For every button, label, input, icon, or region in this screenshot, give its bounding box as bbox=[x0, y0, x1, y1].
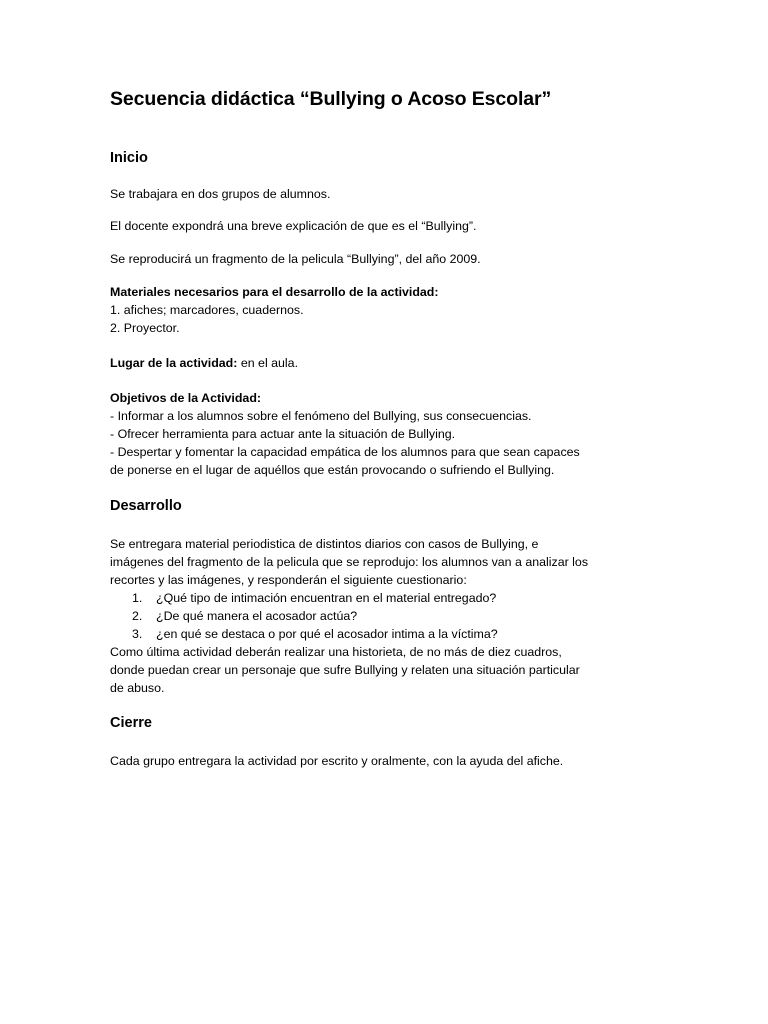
lugar-line bbox=[110, 354, 298, 372]
inicio-paragraph-3: Se reproducirá un fragmento de la pelicula “Bullying”, del año 2009. bbox=[110, 252, 481, 266]
question-item: 2. ¿De qué manera el acosador actúa? bbox=[132, 609, 358, 623]
objetivo-item: - Informar a los alumnos sobre el fenómeno del Bullying, sus consecuencias. bbox=[110, 409, 532, 423]
materiales-item: 2. Proyector. bbox=[110, 321, 180, 335]
inicio-paragraph-2: El docente expondrá una breve explicación de que es el “Bullying”. bbox=[110, 219, 477, 233]
inicio-paragraph-1: Se trabajara en dos grupos de alumnos. bbox=[110, 187, 331, 201]
desarrollo-intro-line: Se entregara material periodistica de distintos diarios con casos de Bullying, e bbox=[110, 537, 539, 551]
lugar-value: en el aula. bbox=[237, 356, 299, 370]
materiales-item: 1. afiches; marcadores, cuadernos. bbox=[110, 303, 304, 317]
objetivo-item: de ponerse en el lugar de aquéllos que están provocando o sufriendo el Bullying. bbox=[110, 463, 555, 477]
heading-cierre: Cierre bbox=[110, 715, 152, 731]
question-item: 3. ¿en qué se destaca o por qué el acosador intima a la víctima? bbox=[132, 627, 498, 641]
questionnaire-list bbox=[132, 589, 498, 643]
document-title: Secuencia didáctica “Bullying o Acoso Escolar” bbox=[110, 88, 552, 110]
lugar-label: Lugar de la actividad: bbox=[110, 356, 238, 370]
desarrollo-intro-line: imágenes del fragmento de la pelicula que se reprodujo: los alumnos van a analizar los bbox=[110, 555, 589, 569]
materiales-label: Materiales necesarios para el desarrollo de la actividad: bbox=[110, 285, 439, 299]
desarrollo-closing-line: de abuso. bbox=[110, 681, 165, 695]
cierre-paragraph-1: Cada grupo entregara la actividad por escrito y oralmente, con la ayuda del afiche. bbox=[110, 754, 564, 768]
desarrollo-intro-line: recortes y las imágenes, y responderán el siguiente cuestionario: bbox=[110, 573, 467, 587]
desarrollo-closing-line: donde puedan crear un personaje que sufre Bullying y relaten una situación particular bbox=[110, 663, 580, 677]
heading-desarrollo: Desarrollo bbox=[110, 498, 182, 514]
objetivo-item: - Ofrecer herramienta para actuar ante la situación de Bullying. bbox=[110, 427, 456, 441]
heading-inicio: Inicio bbox=[110, 150, 148, 166]
objetivo-item: - Despertar y fomentar la capacidad empática de los alumnos para que sean capaces bbox=[110, 445, 580, 459]
objetivos-label: Objetivos de la Actividad: bbox=[110, 391, 262, 405]
question-item: 1. ¿Qué tipo de intimación encuentran en el material entregado? bbox=[132, 591, 497, 605]
desarrollo-closing-line: Como última actividad deberán realizar una historieta, de no más de diez cuadros, bbox=[110, 645, 562, 659]
